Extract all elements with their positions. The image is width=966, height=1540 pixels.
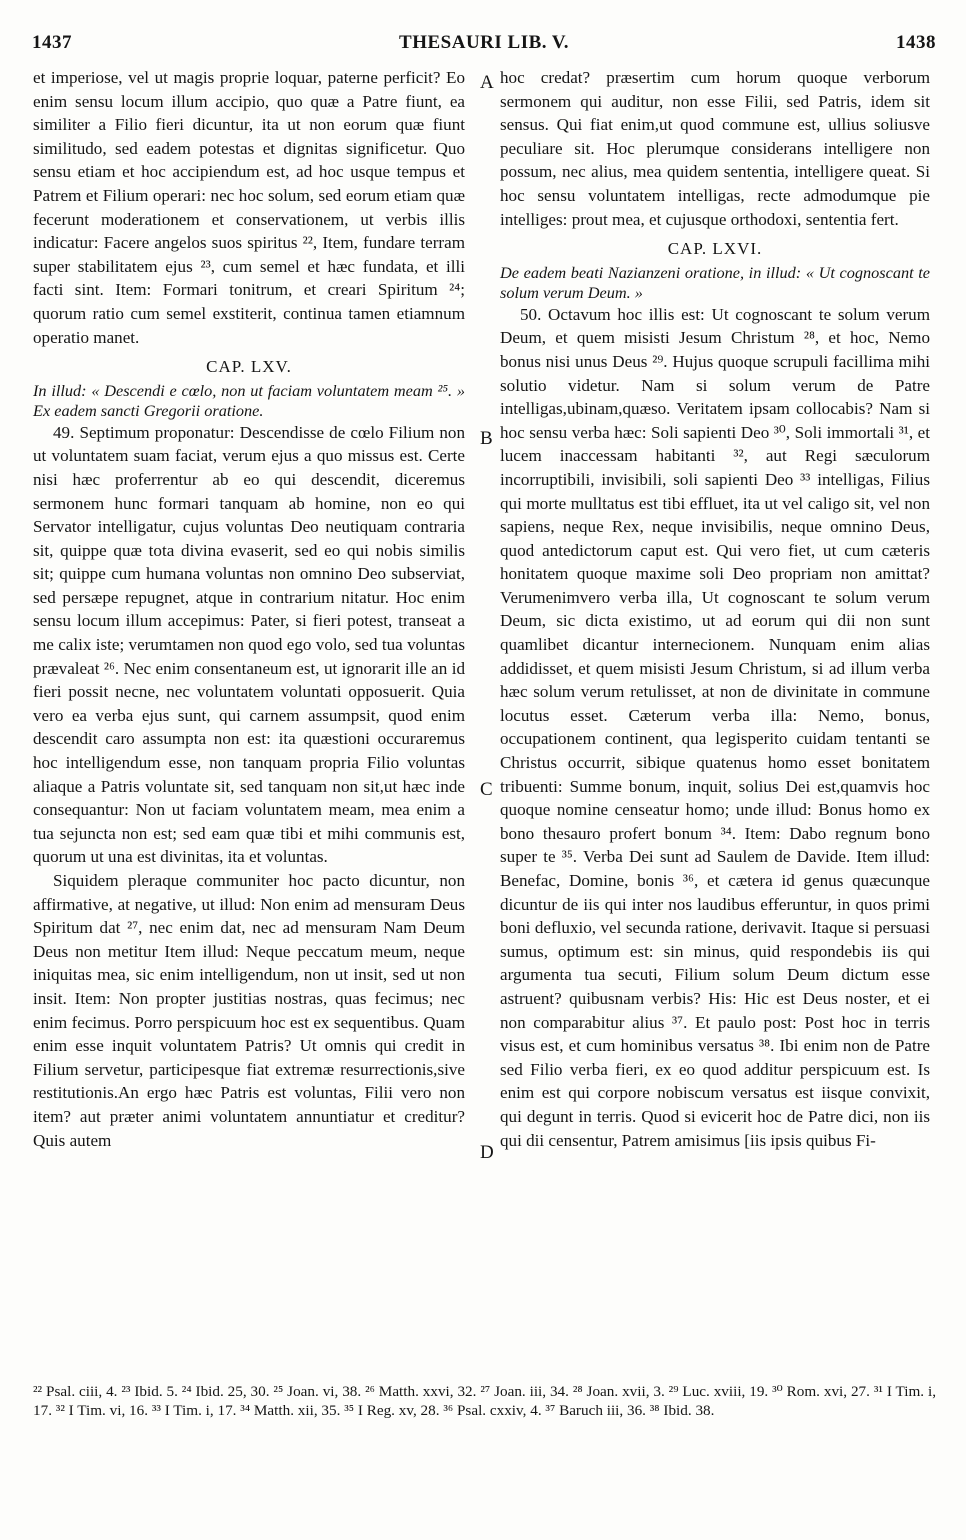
chapter-title-lxvi: De eadem beati Nazianzeni oratione, in illud: « Ut cognoscant te solum verum Deum. » — [500, 262, 930, 302]
footnote-text: ²² Psal. ciii, 4. ²³ Ibid. 5. ²⁴ Ibid. 25, 30. ²⁵ Joan. vi, 38. ²⁶ Matth. xxvi, 32. ²⁷ Joan. iii, 34. ²⁸ Joan. xvii, 3. ²⁹ Luc. xviii, 19. ³⁰ Rom. xvi, 27. ³¹ I Tim. i, 17. ³² I Tim. vi, 16. ³³ I Tim. i, 17. ³⁴ Matth. xii, 35. ³⁵ I Reg. xv, 28. ³⁶ Psal. cxxiv, 4. ³⁷ Baruch iii, 36. ³⁸ Ibid. 38. — [33, 1383, 936, 1419]
left-column — [33, 66, 465, 1152]
margin-letter-d: D — [480, 1142, 494, 1163]
left-paragraph-1: et imperiose, vel ut magis proprie loquar, paterne perficit? Eo enim sensu locum illum accipio, quo quæ a Patre fiunt, ea similiter a Filio fieri dicuntur, ita ut non eorum quæ fiunt similitudo, sed eadem potestas et dignitas significetur. Quo sensu etiam et hoc accipiendum est, ad hoc usque tempus et Patrem et Filium operari: nec hoc solum, sed eorum etiam quæ fecerunt moderationem et conservationem, ut verbis illis indicatur: Facere angelos suos spiritus ²², Item, fundare terram super stabilitatem ejus ²³, cum semel et hæc fundata, et illi facti sint. Item: Formari tonitrum, et creari Spiritum ²⁴; quorum ratio cum semel exstiterit, continua tamen etiamnum operatio manet. — [33, 68, 465, 347]
left-paragraph-3: Siquidem pleraque communiter hoc pacto dicuntur, non affirmative, at negative, ut illud: Non enim ad mensuram Deus Spiritum dat ²⁷, nec enim dat, nec ad mensuram Nam Deum Deus non metitur Item illud: Neque peccatum meum, neque iniquitas mea, sic enim intelligendum, non ut insit, sed ut non insit. Item: Non propter justitias nostras, quas fecimus; nec enim fecimus. Porro perspicuum hoc est ex sequentibus. Quam enim esse inquit voluntatem Patris? Ut omnis qui credit in Filium servetur, participesque fiat extremæ resurrectionis,sive restitutionis.An ergo hæc Patris est voluntas, Filii vero non item? aut præter animi voluntatem annuntiatur et creditur? Quis autem — [33, 871, 465, 1150]
chapter-heading-lxv: CAP. LXV. — [206, 357, 292, 377]
margin-letter-c: C — [480, 779, 493, 800]
margin-letter-b: B — [480, 428, 493, 449]
right-page-number: 1438 — [896, 32, 936, 53]
right-paragraph-1: hoc credat? præsertim cum horum quoque verborum sermonem qui auditur, non esse Filii, sed Patris, idem sit sensus. Qui fiat enim,ut quod commune est, ullius soliusve peculiare sit. Hoc plerumque considerans intelligere non possum, nec alius, mea quidem sententia, intelligere queat. Si hoc sensu voluntatem intelligas, recte admodumque pie intelliges: prout mea, et cujusque orthodoxi, sententia fert. — [500, 68, 930, 229]
chapter-title-lxv: In illud: « Descendi e cœlo, non ut faciam voluntatem meam ²⁵. » Ex eadem sancti Gregorii oratione. — [33, 380, 465, 420]
right-column — [500, 66, 930, 1152]
left-paragraph-2: 49. Septimum proponatur: Descendisse de cœlo Filium non ut voluntatem suam faciat, verum ejus a quo missus est. Certe nisi hæc proferrentur ab eo qui descendit, diceremus sermonem hunc formari tanquam ab homine, non eo qui Servator intelligatur, cujus voluntas Deo neutiquam contraria sit, quippe quæ tota divina evaserit, sed eo qui nobis similis sit; quippe cum humana voluntas non omnino Deo subserviat, sed persæpe repugnet, atque in contrarium nitatur. Hoc enim sensu locum illum accepimus: Pater, si fieri potest, transeat a me calix iste; verumtamen non quod ego volo, sed tua voluntas prævaleat ²⁶. Nec enim consentaneum est, ut ignorarit ille an id fieri possit necne, nec voluntatem voluntati opposuerit. Quia vero ea verba ejus sunt, qui carnem assumpsit, quod enim descendit caro assumpta non est: ita quæstioni occuraremus hoc intelligendum esse, non tanquam propria Filio voluntas aliaque a Patris voluntate sit, sed tanquam non sit,ut hæc inde consequantur: Non ut faciam voluntatem meam, mea enim a tua sejuncta non est; sed eam quæ tibi et mihi communis est, quorum ut una est divinitas, ita et voluntas. — [33, 422, 465, 867]
running-title: THESAURI LIB. V. — [399, 32, 569, 53]
left-page-number: 1437 — [32, 32, 72, 53]
right-paragraph-2: 50. Octavum hoc illis est: Ut cognoscant te solum verum Deum, et quem misisti Jesum Christum ²⁸, et hoc, Nemo bonus nisi unus Deus ²⁹. Hujus quoque scrupuli facillima mihi solutio videtur. Nam si solum verum de Patre intelligas,ubinam,quæso. Veritatem ipsam collocabis? Nam si hoc sensu verba hæc: Soli sapienti Deo ³⁰, Soli immortali ³¹, et lucem inaccessam habitanti ³², aut Regi sæculorum incorruptibili, invisibili, soli sapienti Deo ³³ intelligas, Filius qui morte mulltatus est tibi effluet, ita ut vel caligo sit, vel non sapiens, neque Rex, neque invisibilis, neque omnino Deus, quod antedictorum caput est. Qui vero fiet, ut cum cæteris honitatem quoque maxime soli Deo propriam non amittat? Verumenimvero verba illa, Ut cognoscant te solum verum Deum, sic dicta existimo, ut ad eorum qui dii non sunt quamlibet dicantur internecionem. Nunquam enim alias addidisset, et quem misisti Jesum Christum, si ad illum verba hæc solum verum retulisset, at non de divinitate in commune locutus esset. Cæterum verba illa: Nemo, bonus, occupationem continent, qua legisperito cuidam tentanti se Christus occurrit, sibique quatenus homo esset bonitatem tribuenti: Summe bonum, inquit, solius Dei est,quamvis hoc quoque nomine censeatur homo; unde illud: Bonus homo ex bono thesauro profert bonum ³⁴. Item: Dabo regnum bono super te ³⁵. Verba Dei sunt ad Saulem de Davide. Item illud: Benefac, Domine, bonis ³⁶, et cætera id genus quæcunque dicuntur de iis qui inter nos laudibus efferuntur, in quos primi boni defluxio, vel secunda ratione, derivavit. Itaque si persuasi sumus, optimum est: sin minus, quid respondebis iis qui argumenta tua secuti, Filium solum Deum dictum esse astruent? quibusnam verbis? His: Hic est Deus noster, et ei non comparabitur alius ³⁷. Et paulo post: Post hoc in terris visus est, et cum hominibus versatus ³⁸. Ibi enim non de Patre sed Filio verba fieri, ex eo quod additur perspicuum est. Is enim est qui corpore nobiscum versatus est iisque convixit, qui degunt in terris. Quod si evicerit hoc de Patre dici, non iis qui dii censentur, Patrem amisimus [iis ipsis quibus Fi- — [500, 304, 930, 1150]
margin-letter-a: A — [480, 72, 494, 93]
footnotes — [33, 1382, 936, 1420]
chapter-heading-lxvi: CAP. LXVI. — [667, 239, 763, 259]
running-header — [32, 32, 936, 62]
